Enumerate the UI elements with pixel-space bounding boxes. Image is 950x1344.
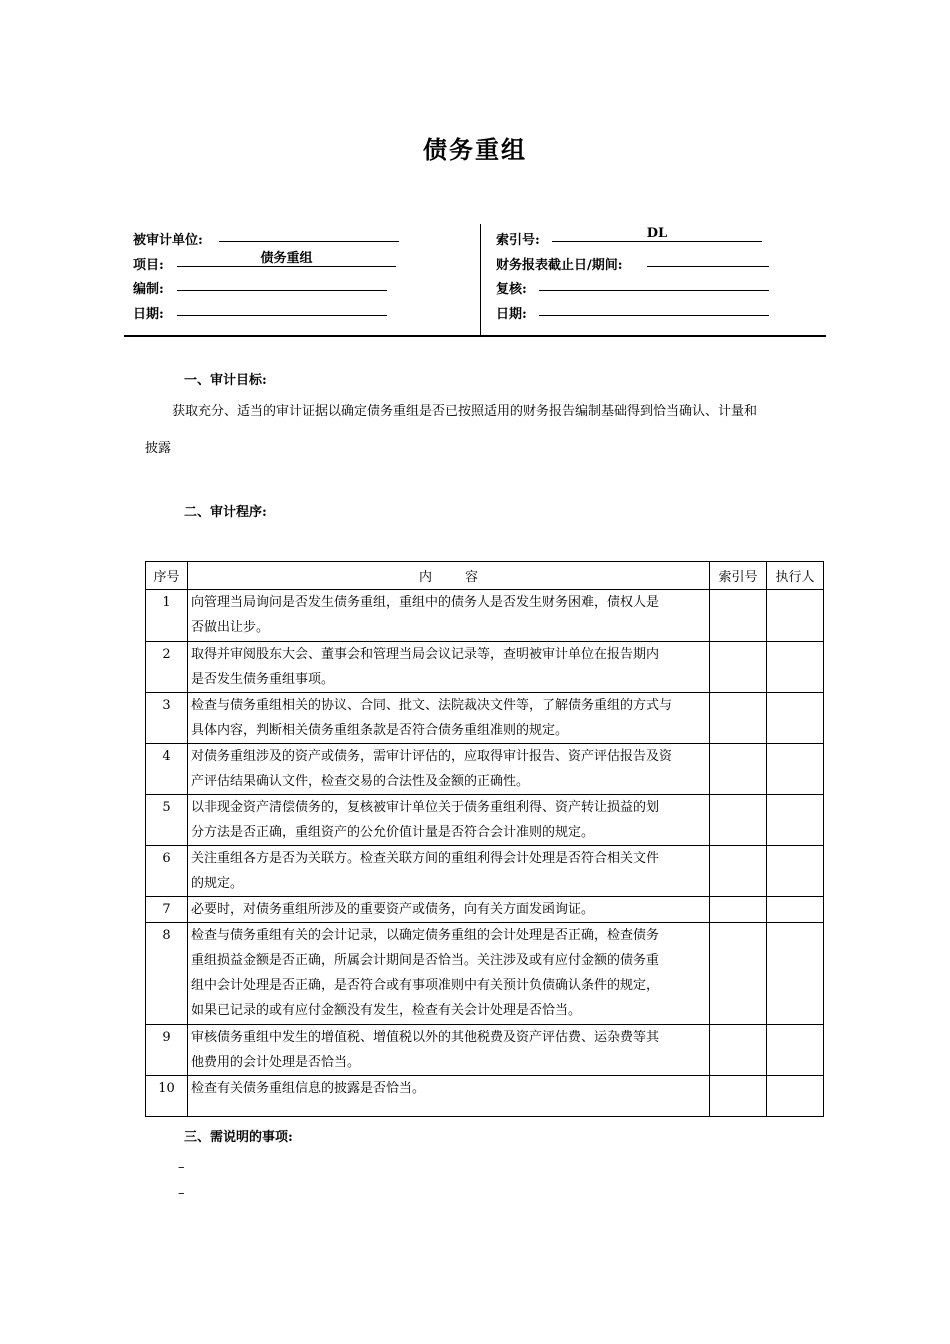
index-no-label: 索引号: xyxy=(496,233,540,248)
table-header-row xyxy=(146,562,824,590)
procedure-content xyxy=(188,693,710,744)
procedure-line: 具体内容，判断相关债务重组条款是否符合债务重组准则的规定。 xyxy=(191,723,569,738)
review-field[interactable] xyxy=(539,275,769,291)
index-no-field[interactable]: DL xyxy=(552,226,762,242)
index-cell[interactable] xyxy=(710,846,767,897)
table-row xyxy=(146,1076,824,1117)
col-header-index: 索引号 xyxy=(710,562,767,590)
procedure-line: 对债务重组涉及的资产或债务，需审计评估的，应取得审计报告、资产评估报告及资 xyxy=(191,749,673,764)
header-divider xyxy=(480,224,481,336)
procedure-line: 的规定。 xyxy=(191,876,244,891)
section-objective-heading: 一、审计目标: xyxy=(184,373,267,388)
row-number: 8 xyxy=(146,923,188,1025)
executor-cell[interactable] xyxy=(767,1025,824,1076)
date-label-right: 日期: xyxy=(496,307,527,322)
procedure-line: 关注重组各方是否为关联方。检查关联方间的重组利得会计处理是否符合相关文件 xyxy=(191,851,660,866)
index-cell[interactable] xyxy=(710,590,767,642)
row-number: 6 xyxy=(146,846,188,897)
index-cell[interactable] xyxy=(710,923,767,1025)
col-header-content: 内 容 xyxy=(188,562,710,590)
executor-cell[interactable] xyxy=(767,846,824,897)
procedure-content xyxy=(188,744,710,795)
procedure-content xyxy=(188,1076,710,1117)
report-date-field[interactable] xyxy=(647,251,769,267)
table-row xyxy=(146,590,824,642)
procedure-line: 检查有关债务重组信息的披露是否恰当。 xyxy=(191,1081,426,1096)
col-header-executor: 执行人 xyxy=(767,562,824,590)
procedure-content xyxy=(188,846,710,897)
report-date-label: 财务报表截止日/期间: xyxy=(496,258,623,273)
index-cell[interactable] xyxy=(710,744,767,795)
procedure-line: 检查与债务重组相关的协议、合同、批文、法院裁决文件等，了解债务重组的方式与 xyxy=(191,698,673,713)
table-row xyxy=(146,744,824,795)
date-field-right[interactable] xyxy=(539,300,769,316)
procedure-line: 必要时，对债务重组所涉及的重要资产或债务，向有关方面发函询证。 xyxy=(191,902,595,917)
table-row xyxy=(146,846,824,897)
page-title: 债务重组 xyxy=(423,135,527,164)
index-cell[interactable] xyxy=(710,1025,767,1076)
executor-cell[interactable] xyxy=(767,923,824,1025)
procedure-line: 分方法是否正确，重组资产的公允价值计量是否符合会计准则的规定。 xyxy=(191,825,595,840)
table-row xyxy=(146,897,824,923)
row-number: 10 xyxy=(146,1076,188,1117)
procedure-content xyxy=(188,1025,710,1076)
project-field[interactable]: 债务重组 xyxy=(177,251,396,267)
row-number: 2 xyxy=(146,642,188,693)
procedure-line: 否做出让步。 xyxy=(191,620,270,635)
objective-text-line1: 获取充分、适当的审计证据以确定债务重组是否已按照适用的财务报告编制基础得到恰当确认、计量和 xyxy=(172,404,758,419)
index-cell[interactable] xyxy=(710,897,767,923)
procedure-content xyxy=(188,795,710,846)
row-number: 3 xyxy=(146,693,188,744)
review-label: 复核: xyxy=(496,282,527,297)
procedure-line: 向管理当局询问是否发生债务重组，重组中的债务人是否发生财务困难，债权人是 xyxy=(191,595,660,610)
col-header-no: 序号 xyxy=(146,562,188,590)
table-row xyxy=(146,923,824,1025)
procedure-content xyxy=(188,923,710,1025)
prepared-by-label: 编制: xyxy=(133,282,164,297)
index-cell[interactable] xyxy=(710,642,767,693)
index-cell[interactable] xyxy=(710,795,767,846)
procedure-content xyxy=(188,590,710,642)
procedure-line: 他费用的会计处理是否恰当。 xyxy=(191,1055,361,1070)
procedure-line: 以非现金资产清偿债务的，复核被审计单位关于债务重组利得、资产转让损益的划 xyxy=(191,800,660,815)
table-row xyxy=(146,795,824,846)
procedure-line: 组中会计处理是否正确，是否符合或有事项准则中有关预计负债确认条件的规定， xyxy=(191,978,660,993)
row-number: 1 xyxy=(146,590,188,642)
executor-cell[interactable] xyxy=(767,693,824,744)
table-row xyxy=(146,1025,824,1076)
header-rule xyxy=(124,335,826,337)
section-procedures-heading: 二、审计程序: xyxy=(184,505,267,520)
prepared-by-field[interactable] xyxy=(177,275,387,291)
procedure-line: 如果已记录的或有应付金额没有发生，检查有关会计处理是否恰当。 xyxy=(191,1003,582,1018)
procedure-line: 是否发生债务重组事项。 xyxy=(191,672,335,687)
row-number: 9 xyxy=(146,1025,188,1076)
procedure-line: 审核债务重组中发生的增值税、增值税以外的其他税费及资产评估费、运杂费等其 xyxy=(191,1030,660,1045)
executor-cell[interactable] xyxy=(767,1076,824,1117)
table-row xyxy=(146,642,824,693)
objective-text-line2: 披露 xyxy=(145,441,172,456)
table-row xyxy=(146,693,824,744)
executor-cell[interactable] xyxy=(767,642,824,693)
index-cell[interactable] xyxy=(710,693,767,744)
executor-cell[interactable] xyxy=(767,897,824,923)
procedure-line: 产评估结果确认文件，检查交易的合法性及金额的正确性。 xyxy=(191,774,530,789)
row-number: 5 xyxy=(146,795,188,846)
row-number: 4 xyxy=(146,744,188,795)
section-notes-heading: 三、需说明的事项: xyxy=(184,1130,293,1145)
note-item: – xyxy=(178,1160,185,1175)
procedure-content xyxy=(188,897,710,923)
note-item: – xyxy=(178,1186,185,1201)
date-field-left[interactable] xyxy=(177,300,387,316)
index-cell[interactable] xyxy=(710,1076,767,1117)
audited-unit-field[interactable] xyxy=(219,226,399,242)
procedure-line: 检查与债务重组有关的会计记录，以确定债务重组的会计处理是否正确，检查债务 xyxy=(191,928,660,943)
executor-cell[interactable] xyxy=(767,744,824,795)
procedure-line: 取得并审阅股东大会、董事会和管理当局会议记录等，查明被审计单位在报告期内 xyxy=(191,647,660,662)
procedure-content xyxy=(188,642,710,693)
executor-cell[interactable] xyxy=(767,590,824,642)
procedures-table xyxy=(145,561,824,1117)
date-label-left: 日期: xyxy=(133,307,164,322)
row-number: 7 xyxy=(146,897,188,923)
audited-unit-label: 被审计单位: xyxy=(133,233,203,248)
procedure-line: 重组损益金额是否正确，所属会计期间是否恰当。关注涉及或有应付金额的债务重 xyxy=(191,953,660,968)
project-label: 项目: xyxy=(133,258,164,273)
executor-cell[interactable] xyxy=(767,795,824,846)
